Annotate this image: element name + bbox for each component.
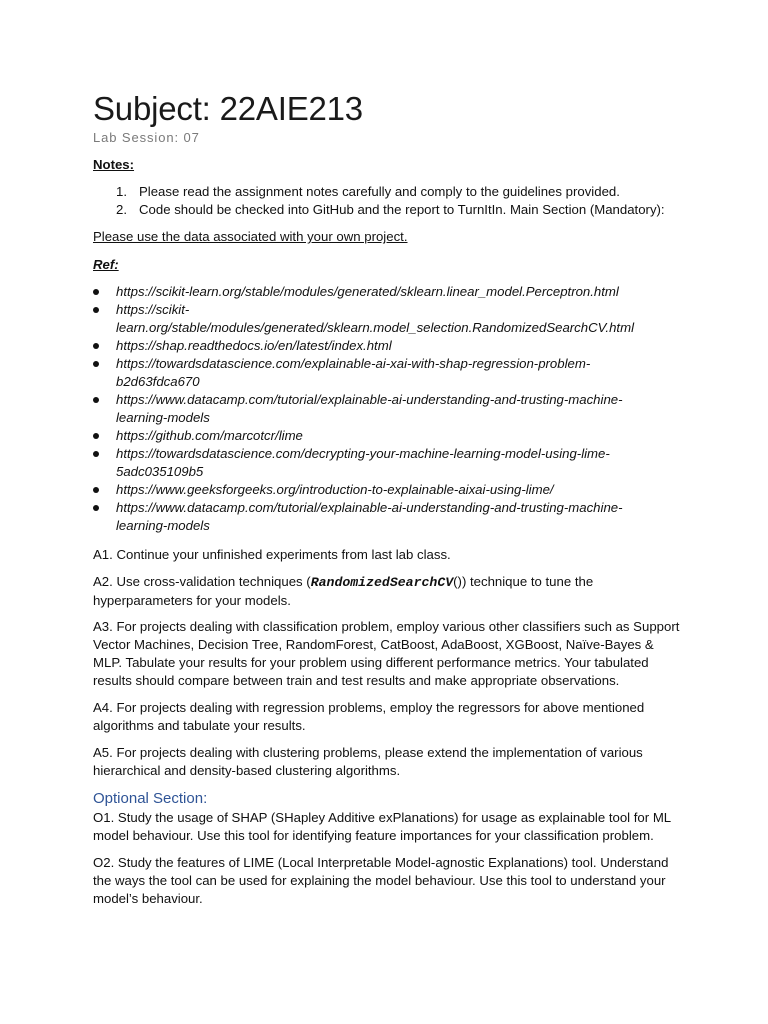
ref-link-text-cont: learning-models (116, 410, 210, 425)
bullet-icon (93, 361, 99, 367)
ref-link[interactable] (0, 427, 700, 445)
bullet-icon (93, 505, 99, 511)
data-note: Please use the data associated with your own project. (93, 229, 408, 244)
notes-heading: Notes: (93, 157, 135, 172)
ref-link-text-cont: b2d63fdca670 (116, 374, 200, 389)
task-a3: A3. For projects dealing with classification problem, employ various other classifiers such as Support Vector Machines, Decision Tree, RandomForest, CatBoost, AdaBoost, XGBoost, Naïve-Bayes & MLP. Tabulate your results for your problem using different performance metrics. Your tabulated results should compare between train and test results and make appropriate observations. (93, 619, 680, 688)
ref-link[interactable] (0, 391, 700, 427)
ref-list (0, 283, 700, 535)
task-a2-code: RandomizedSearchCV (310, 575, 454, 590)
notes-item (0, 183, 665, 201)
ref-link-text: https://towardsdatascience.com/decrypting-your-machine-learning-model-using-lime- (116, 446, 610, 461)
ref-heading: Ref: (93, 257, 119, 272)
bullet-icon (93, 487, 99, 493)
ref-link-text: https://github.com/marcotcr/lime (116, 428, 303, 443)
task-a1: A1. Continue your unfinished experiments from last lab class. (93, 547, 451, 562)
ref-link-text: https://scikit-learn.org/stable/modules/generated/sklearn.linear_model.Perceptron.html (116, 284, 619, 299)
bullet-icon (93, 451, 99, 457)
ref-link[interactable] (0, 445, 700, 481)
bullet-icon (93, 307, 99, 313)
bullet-icon (93, 433, 99, 439)
notes-item-text: Code should be checked into GitHub and the report to TurnItIn. Main Section (Mandatory): (139, 202, 665, 217)
task-o2: O2. Study the features of LIME (Local Interpretable Model-agnostic Explanations) tool. Understand the ways the tool can be used for explaining the model behaviour. Use this tool to understand your model’s behaviour. (93, 855, 669, 906)
notes-item (0, 201, 665, 219)
page-title: Subject: 22AIE213 (93, 90, 363, 127)
notes-item-text: Please read the assignment notes carefully and comply to the guidelines provided. (139, 184, 620, 199)
bullet-icon (93, 397, 99, 403)
task-o1: O1. Study the usage of SHAP (SHapley Additive exPlanations) for usage as explainable tool for ML model behaviour. Use this tool for identifying feature importances for your classification problem. (93, 810, 671, 843)
ref-link[interactable] (0, 283, 700, 301)
ref-link-text-cont: learning-models (116, 518, 210, 533)
ref-link-text: https://towardsdatascience.com/explainable-ai-xai-with-shap-regression-problem- (116, 356, 591, 371)
task-a2 (93, 573, 683, 610)
ref-link-text-cont: learn.org/stable/modules/generated/sklearn.model_selection.RandomizedSearchCV.html (116, 320, 635, 335)
ref-link-text: https://scikit- (116, 302, 190, 317)
ref-link[interactable] (0, 481, 700, 499)
page-subtitle: Lab Session: 07 (93, 130, 200, 145)
ref-link[interactable] (0, 355, 700, 391)
ref-link-text: https://www.datacamp.com/tutorial/explainable-ai-understanding-and-trusting-machine- (116, 500, 623, 515)
list-number: 2. (116, 202, 127, 217)
list-number: 1. (116, 184, 127, 199)
ref-link-text: https://shap.readthedocs.io/en/latest/index.html (116, 338, 392, 353)
task-a2-suffix: ()) technique to tune the hyperparameters for your models. (93, 574, 594, 608)
bullet-icon (93, 343, 99, 349)
bullet-icon (93, 289, 99, 295)
task-a4: A4. For projects dealing with regression problems, employ the regressors for above mentioned algorithms and tabulate your results. (93, 700, 645, 733)
ref-link[interactable] (0, 301, 700, 337)
ref-link[interactable] (0, 499, 700, 535)
ref-link-text: https://www.geeksforgeeks.org/introduction-to-explainable-aixai-using-lime/ (116, 482, 554, 497)
ref-link-text-cont: 5adc035109b5 (116, 464, 204, 479)
ref-link[interactable] (0, 337, 700, 355)
notes-list (0, 183, 665, 219)
task-a2-prefix: A2. Use cross-validation techniques ( (93, 574, 311, 589)
ref-link-text: https://www.datacamp.com/tutorial/explainable-ai-understanding-and-trusting-machine- (116, 392, 623, 407)
optional-section-heading: Optional Section: (93, 790, 208, 807)
task-a5: A5. For projects dealing with clustering problems, please extend the implementation of various hierarchical and density-based clustering algorithms. (93, 745, 643, 778)
